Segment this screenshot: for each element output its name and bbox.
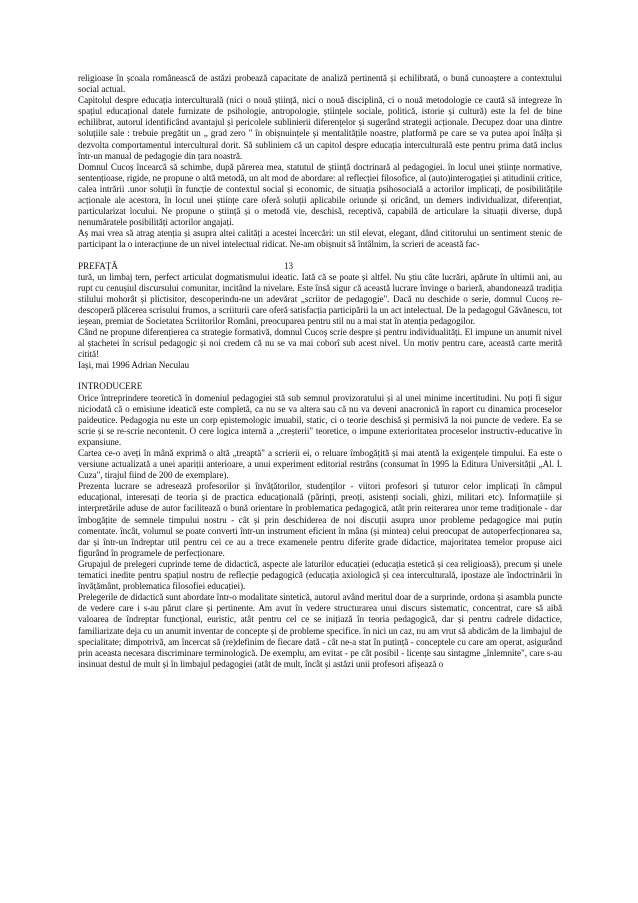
spacer	[78, 371, 562, 381]
spacer	[78, 251, 562, 261]
signature-line: Iași, mai 1996 Adrian Neculau	[78, 360, 190, 371]
document-body	[78, 73, 562, 670]
paragraph: Aș mai vrea să atrag atenția și asupra altei calități a acestei încercări: un stil elevat, elegant, dând cititorului un sentiment stenic de participant la o interacțiune de un nivel intelectual ridicat. Ne-am obișnuit să întâlnim, la scrieri de această fac-	[78, 228, 562, 250]
paragraph: Prezenta lucrare se adresează profesorilor și învățătorilor, studenților - viitori profesori și tuturor celor implicați în câmpul educațional, interesați de teoria și de practica educațională (părinți, preoți, asistenți sociali, ghizi, militari etc). Informațiile și interpretările aduse de autor facilitează o bună orientare în problematica pedagogică, atât prin reiterarea unor teme tradiționale - dar îmbogățite de semnele timpului nostru - cât și prin deschiderea de noi discuții asupra unor probleme pedagogice mai puțin comentate. încât, volumul se poate converti într-un instrument eficient în mâna (și mintea) celui preocupat de autoperfecționarea sa, dar și într-un îndreptar util pentru cei ce au a trece examenele pentru diferite grade didactice, majoritatea temelor propuse aici figurând în programele de perfecționare.	[78, 481, 562, 558]
running-header	[78, 261, 562, 272]
page-number: 13	[284, 260, 294, 271]
paragraph: Grupajul de prelegeri cuprinde teme de didactică, aspecte ale laturilor educației (educația estetică și cea religioasă), precum și unele tematici inedite pentru spațiul nostru de reflecție pedagogică (educația axiologică și cea interculturală, ipostaze ale îndoctrinării în învățământ, problematica filosofiei educației).	[78, 558, 562, 592]
paragraph: Capitolul despre educația interculturală (nici o nouă știință, nici o nouă disciplină, ci o nouă metodologie ce caută să integreze în spațiul educațional datele furnizate de psihologie, antropologie, științele sociale, politică, istorie și cultură) este la fel de bine echilibrat, autorul identificând avantajul și pericolele sublinierii diferențelor și sugerând strategii acționale. Decupez doar una dintre soluțiile sale : trebuie pregătit un „ grad zero " în obișnuințele și mentalitățile noastre, platformă pe care se va putea apoi înălța și dezvolta comportamentul intercultural dorit. Să subliniem că un capitol despre educația interculturală este pentru prima dată inclus într-un manual de pedagogie din țara noastră.	[78, 95, 562, 161]
running-header-title: PREFAȚĂ	[78, 260, 118, 271]
paragraph: Cartea ce-o aveți în mână exprimă o altă „treaptă" a scrierii ei, o reluare îmbogățită și mai atentă la exigențele timpului. Ea este o versiune actualizată a unei apariții anterioare, a unui experiment editorial restrâns (consumat în 1995 la Editura Universității „Al. I. Cuza", tirajul fiind de 200 de exemplare).	[78, 448, 562, 481]
paragraph: Orice întreprindere teoretică în domeniul pedagogiei stă sub semnul provizoratului și al unei minime incertitudini. Nu poți fi sigur niciodată că o emisiune ideatică este completă, ca nu se va altera sau că nu va deveni anacronică în raport cu dinamica proceselor paideutice. Pedagogia nu este un corp epistemologic imuabil, static, ci o teorie deschisă și permisivă la noi puncte de vedere. Ea se scrie și se re-scrie necontenit. O cere logica internă a „creșterii" teoretice, o impune exterioritatea proceselor instructiv-educative în expansiune.	[78, 392, 562, 447]
section-title: INTRODUCERE	[78, 381, 143, 392]
paragraph: Domnul Cucoș încearcă să schimbe, după părerea mea, statutul de știință doctrinară al pedagogiei. în locul unei științe normative, sentențioase, rigide, ne propune o altă metodă, un alt mod de abordare: al reflecției filosofice, al (auto)interogației și atitudinii critice, calea intrării .unor soluții în funcție de contextul social și economic, de situația psihosocială a actorilor implicați, de posibilitățile acționale ale acestora, în locul unei științe care oferă soluții aplicabile oriunde și oricând, un demers individualizat, diferențiat, particularizat locului. Ne propune o știință și o metodă vie, deschisă, receptivă, capabilă de articulare la situații diverse, după nenumăratele posibilități actorilor angajați.	[78, 161, 562, 228]
paragraph: Când ne propune diferențierea ca strategie formativă, domnul Cucoș scrie despre și pentru individualități. El impune un anumit nivel al ștachetei în scrisul pedagogic și noi credem că nu se va mai coborî sub acest nivel. Un motiv pentru care, această carte merită citită!	[78, 327, 562, 360]
paragraph: Prelegerile de didactică sunt abordate într-o modalitate sintetică, autorul având meritul doar de a surprinde, ordona și asambla puncte de vedere care i s-au părut clare și pertinente. Am avut în vedere structurarea unui discurs sistematic, concentrat, care să aibă valoarea de îndreptar funcțional, euristic, atât pentru cel ce se inițiază în teoria pedagogică, dar și pentru cadrele didactice, familiarizate deja cu un anumit inventar de concepte și de probleme specifice. în nici un caz, nu am vrut să abdicăm de la limbajul de specialitate; dimpotrivă, am încercat să (re)definim de fiecare dată - cât ne-a stat în putință - conceptele cu care am operat, asigurând prin aceasta necesara discriminare terminologică. De exemplu, am evitat - pe cât posibil - licențe sau sintagme „înlemnite", care s-au insinuat destul de mult și în limbajul pedagogiei (atât de mult, încât și astăzi unii profesori afișează o	[78, 592, 562, 669]
paragraph: religioase în școala românească de astăzi probează capacitate de analiză pertinentă și echilibrată, o bună cunoaștere a contextului social actual.	[78, 73, 562, 95]
paragraph: tură, un limbaj tern, perfect articulat dogmatismului ideatic. Iată că se poate și altfel. Nu știu câte lucrări, apărute în ultimii ani, au rupt cu cenușiul discursului comunitar, incitând la nivelare. Este însă sigur că această lucrare învinge o barieră, abandonează tradiția stilului mohorât și plictisitor, descoperindu-ne un adevărat „scriitor de pedagogie". Dacă nu deschide o serie, domnul Cucoș re-descoperă plăcerea scrisului frumos, a scriiturii care oferă satisfacția participării la un act intelectual. De la pedagogul Găvănescu, tot ieșean, premiat de Societatea Scriitorilor Români, preocuparea pentru stil nu a mai stat în atenția pedagogilor.	[78, 271, 562, 326]
